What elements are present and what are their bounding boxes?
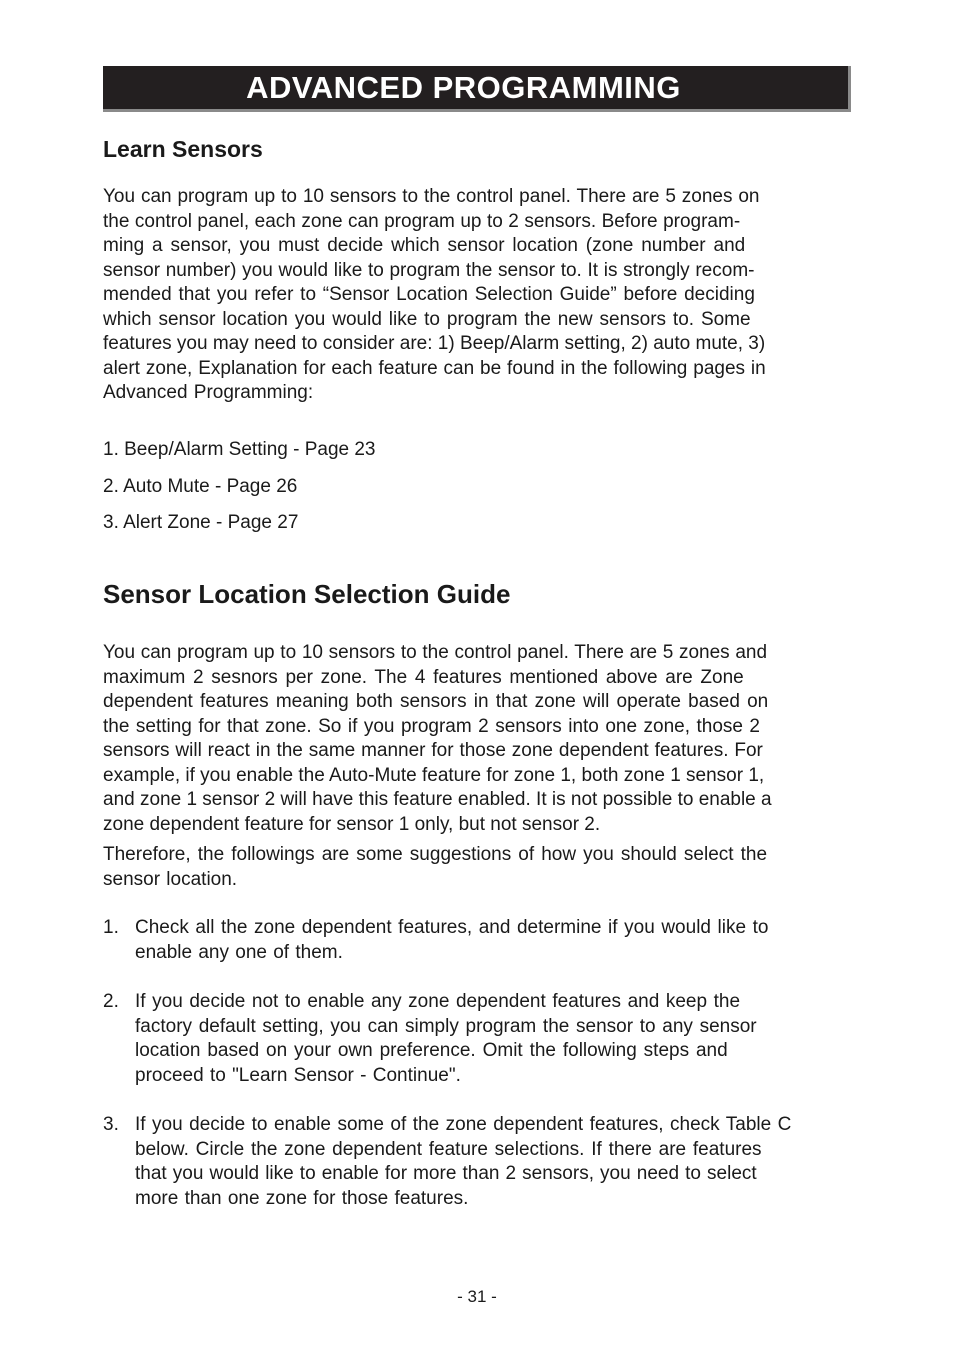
text-line: the setting for that zone. So if you program 2 sensors into one zone, those 2 xyxy=(103,715,760,737)
text-line: sensor location. xyxy=(103,868,238,890)
text-line: maximum 2 sesnors per zone. The 4 features mentioned above are Zone xyxy=(103,666,744,688)
text-line: If you decide to enable some of the zone dependent features, check Table C xyxy=(135,1114,792,1135)
text-line: which sensor location you would like to program the new sensors to. Some xyxy=(103,308,751,330)
text-line: location based on your own preference. Omit the following steps and xyxy=(135,1040,728,1061)
step-number: 2. xyxy=(103,991,119,1012)
step-number: 3. xyxy=(103,1114,119,1135)
text-line: sensor number) you would like to program the sensor to. It is strongly recom- xyxy=(103,259,755,281)
text-line: You can program up to 10 sensors to the control panel. There are 5 zones and xyxy=(103,642,768,663)
text-line: sensors will react in the same manner for those zone dependent features. For xyxy=(103,740,763,761)
guide-heading: Sensor Location Selection Guide xyxy=(103,579,511,609)
text-line: more than one zone for those features. xyxy=(135,1187,469,1209)
text-line: alert zone, Explanation for each feature can be found in the following pages in xyxy=(103,357,766,379)
learn-sensors-heading: Learn Sensors xyxy=(103,136,263,162)
text-line: Advanced Programming: xyxy=(103,382,314,403)
text-line: Check all the zone dependent features, and determine if you would like to xyxy=(135,917,769,938)
guide-paragraph-2 xyxy=(103,843,851,892)
text-line: proceed to "Learn Sensor - Continue". xyxy=(135,1064,461,1086)
list-item: 1. Beep/Alarm Setting - Page 23 xyxy=(103,439,376,460)
section-banner xyxy=(103,66,851,112)
text-line: ming a sensor, you must decide which sensor location (zone number and xyxy=(103,235,746,256)
list-item: 3. Alert Zone - Page 27 xyxy=(103,512,299,533)
page-title: ADVANCED PROGRAMMING xyxy=(246,69,681,105)
text-line: factory default setting, you can simply program the sensor to any sensor xyxy=(135,1015,757,1037)
text-line: dependent features meaning both sensors in that zone will operate based on xyxy=(103,691,769,712)
text-line: enable any one of them. xyxy=(135,941,343,963)
text-line: Therefore, the followings are some suggestions of how you should select the xyxy=(103,844,768,865)
page-number: - 31 - xyxy=(457,1287,497,1306)
step-number: 1. xyxy=(103,917,119,938)
text-line: that you would like to enable for more than 2 sensors, you need to select xyxy=(135,1163,757,1184)
text-line: If you decide not to enable any zone dependent features and keep the xyxy=(135,991,741,1012)
list-item: 2. Auto Mute - Page 26 xyxy=(103,476,298,497)
guide-paragraph-1 xyxy=(103,641,851,837)
learn-sensors-paragraph xyxy=(103,185,851,406)
text-line: zone dependent feature for sensor 1 only, but not sensor 2. xyxy=(103,813,601,835)
text-line: example, if you enable the Auto-Mute feature for zone 1, both zone 1 sensor 1, xyxy=(103,764,765,786)
text-line: features you may need to consider are: 1) Beep/Alarm setting, 2) auto mute, 3) xyxy=(103,333,766,354)
text-line: below. Circle the zone dependent feature selections. If there are features xyxy=(135,1138,762,1160)
text-line: the control panel, each zone can program up to 2 sensors. Before program- xyxy=(103,210,741,232)
text-line: You can program up to 10 sensors to the control panel. There are 5 zones on xyxy=(103,186,760,207)
text-line: mended that you refer to “Sensor Location Selection Guide” before deciding xyxy=(103,284,755,305)
text-line: and zone 1 sensor 2 will have this feature enabled. It is not possible to enable a xyxy=(103,789,772,810)
